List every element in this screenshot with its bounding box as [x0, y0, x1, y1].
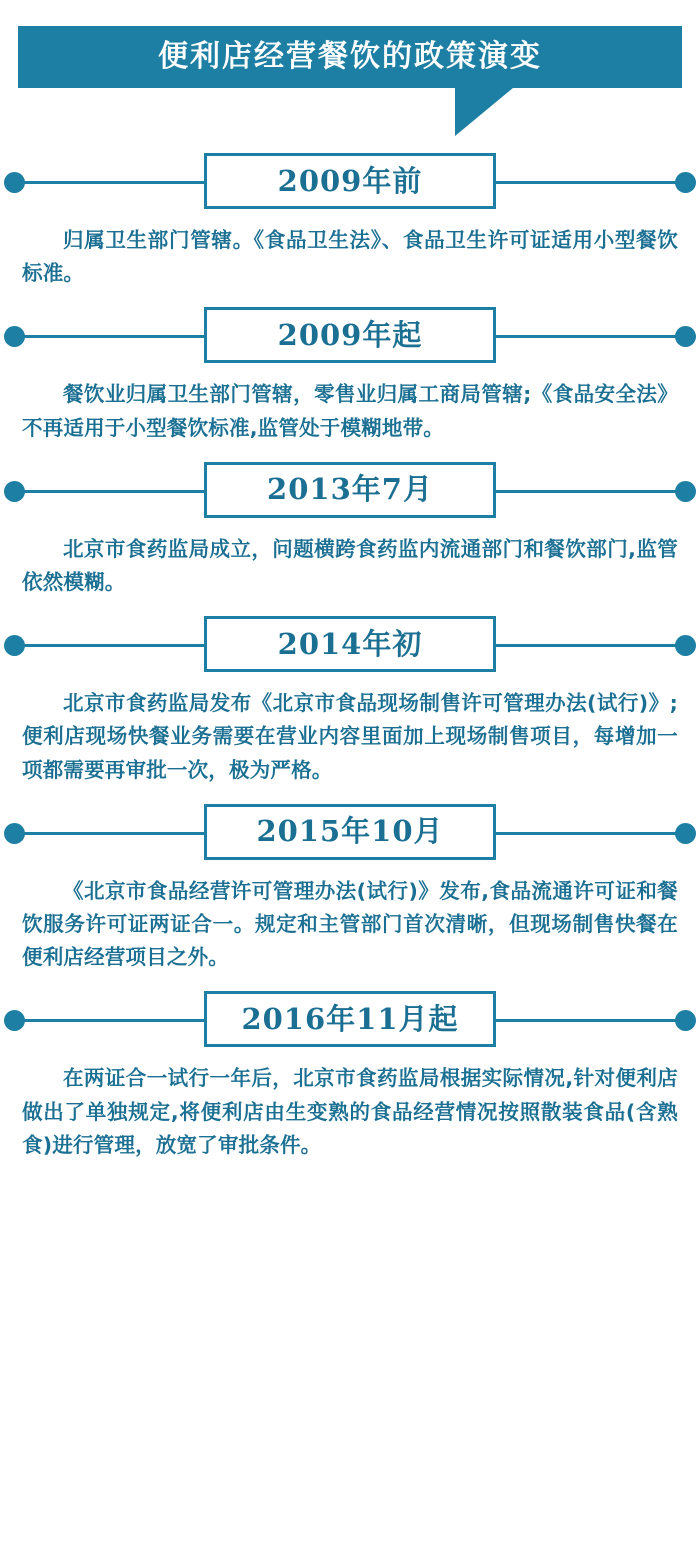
- timeline-year-box: [204, 307, 496, 363]
- timeline-dot-left-icon: [4, 172, 25, 193]
- timeline-dot-right-icon: [675, 823, 696, 844]
- header: [0, 0, 700, 150]
- timeline-dot-right-icon: [675, 326, 696, 347]
- timeline-year-label: 2013年7月: [267, 472, 433, 507]
- timeline-event-text: 在两证合一试行一年后，北京市食药监局根据实际情况,针对便利店做出了单独规定,将便利店由生变熟的食品经营情况按照散装食品(含熟食)进行管理，放宽了审批条件。: [22, 1066, 678, 1157]
- timeline-dot-left-icon: [4, 635, 25, 656]
- timeline-dot-right-icon: [675, 1010, 696, 1031]
- timeline-year-box: [204, 616, 496, 672]
- header-banner: [18, 26, 682, 88]
- timeline-year-label: 2015年10月: [256, 814, 444, 849]
- timeline-dot-left-icon: [4, 326, 25, 347]
- timeline: [0, 150, 700, 1228]
- timeline-event: [0, 150, 700, 304]
- timeline-event: [0, 613, 700, 801]
- timeline-rail: [0, 459, 700, 521]
- page-title: 便利店经营餐饮的政策演变: [158, 39, 542, 74]
- timeline-event-text: 北京市食药监局成立，问题横跨食药监内流通部门和餐饮部门,监管依然模糊。: [22, 536, 678, 595]
- timeline-rail: [0, 613, 700, 675]
- timeline-year-box: [204, 991, 496, 1047]
- timeline-year-label: 2014年初: [277, 626, 423, 661]
- timeline-dot-right-icon: [675, 172, 696, 193]
- timeline-event-text: 北京市食药监局发布《北京市食品现场制售许可管理办法(试行)》;便利店现场快餐业务需要在营业内容里面加上现场制售项目，每增加一项都需要再审批一次，极为严格。: [22, 691, 678, 782]
- timeline-dot-right-icon: [675, 481, 696, 502]
- timeline-year-label: 2009年前: [277, 163, 423, 198]
- timeline-year-label: 2009年起: [277, 317, 423, 352]
- timeline-event: [0, 304, 700, 458]
- timeline-event: [0, 988, 700, 1198]
- timeline-dot-left-icon: [4, 481, 25, 502]
- timeline-year-box: [204, 462, 496, 518]
- timeline-event: [0, 459, 700, 613]
- timeline-year-box: [204, 804, 496, 860]
- timeline-rail: [0, 988, 700, 1050]
- timeline-event-text: 归属卫生部门管辖。《食品卫生法》、食品卫生许可证适用小型餐饮标准。: [22, 228, 678, 286]
- timeline-event: [0, 801, 700, 989]
- banner-pointer-shape: [455, 88, 513, 136]
- timeline-year-box: [204, 153, 496, 209]
- timeline-rail: [0, 150, 700, 212]
- timeline-rail: [0, 801, 700, 863]
- timeline-rail: [0, 304, 700, 366]
- timeline-dot-left-icon: [4, 1010, 25, 1031]
- timeline-dot-right-icon: [675, 635, 696, 656]
- timeline-event-text: 餐饮业归属卫生部门管辖，零售业归属工商局管辖;《食品安全法》不再适用于小型餐饮标准,监管处于模糊地带。: [22, 382, 678, 440]
- timeline-dot-left-icon: [4, 823, 25, 844]
- timeline-year-label: 2016年11月起: [241, 1001, 459, 1036]
- timeline-event-text: 《北京市食品经营许可管理办法(试行)》发布,食品流通许可证和餐饮服务许可证两证合一。规定和主管部门首次清晰，但现场制售快餐在便利店经营项目之外。: [22, 878, 678, 970]
